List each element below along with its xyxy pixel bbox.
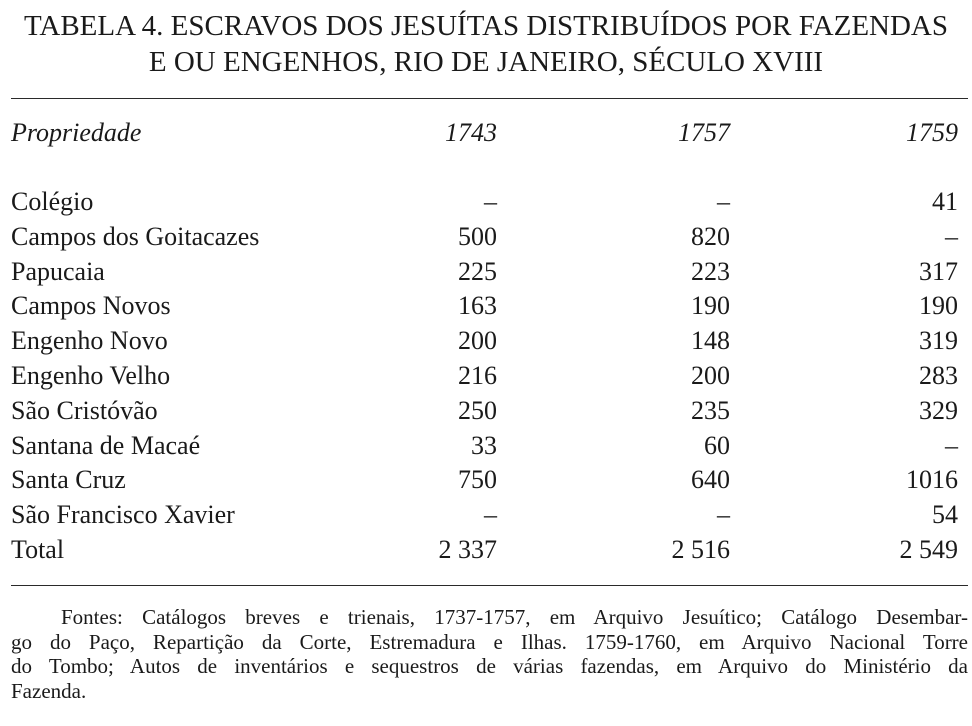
row-value-1759: – [945, 430, 958, 460]
row-value-1757: – [717, 187, 730, 216]
top-rule [11, 98, 968, 99]
table-row [0, 289, 972, 324]
table-row [0, 185, 972, 220]
source-notes [11, 605, 968, 703]
notes-line-3: do Tombo; Autos de inventários e sequestros de várias fazendas, em Arquivo do Ministério da [11, 654, 968, 678]
row-name: Santana de Macaé [11, 430, 201, 460]
table-row [0, 394, 972, 429]
row-value-1759: 1016 [906, 465, 958, 495]
row-value-1743: 163 [458, 291, 497, 321]
row-value-1759: 317 [919, 256, 958, 286]
row-value-1759: 319 [919, 326, 958, 356]
table-row [0, 463, 972, 498]
row-value-1743: 500 [458, 221, 497, 251]
table-row [0, 220, 972, 255]
row-name: Campos dos Goitacazes [11, 221, 260, 251]
row-value-1757: 235 [691, 395, 730, 425]
row-value-1743: 250 [458, 395, 497, 425]
table-title-line-2: E OU ENGENHOS, RIO DE JANEIRO, SÉCULO XVIII [148, 46, 824, 78]
row-name: Engenho Novo [11, 326, 168, 356]
header-propriedade: Propriedade [11, 118, 142, 147]
row-name: Campos Novos [11, 291, 171, 321]
row-value-1743: 2 337 [438, 534, 497, 564]
row-value-1757: 190 [691, 291, 730, 321]
notes-line-4: Fazenda. [11, 678, 87, 703]
row-value-1757: 200 [691, 360, 730, 390]
row-value-1743: 216 [458, 360, 497, 390]
row-name: Total [11, 534, 65, 564]
table-row-total [0, 533, 972, 568]
header-1757: 1757 [678, 118, 730, 147]
notes-line-2: go do Paço, Repartição da Corte, Estremadura e Ilhas. 1759-1760, em Arquivo Nacional Torre [11, 629, 968, 654]
bottom-rule [11, 585, 968, 586]
table-body [0, 185, 972, 568]
table-row [0, 324, 972, 359]
table-row [0, 429, 972, 464]
row-value-1759: – [945, 221, 958, 251]
row-value-1757: 640 [691, 465, 730, 495]
row-value-1743: 225 [458, 256, 497, 286]
row-value-1759: 41 [932, 187, 958, 216]
row-value-1759: 283 [919, 360, 958, 390]
notes-line-1: Fontes: Catálogos breves e trienais, 1737-1757, em Arquivo Jesuítico; Catálogo Desembar- [61, 605, 968, 629]
row-value-1757: 60 [704, 430, 730, 460]
table-title-line-1: TABELA 4. ESCRAVOS DOS JESUÍTAS DISTRIBUÍDOS POR FAZENDAS [23, 10, 949, 42]
table-row [0, 255, 972, 290]
header-1759: 1759 [906, 118, 958, 147]
row-value-1759: 54 [932, 500, 958, 530]
row-value-1757: 148 [691, 326, 730, 356]
table-header-row [0, 115, 972, 151]
table-title [0, 8, 972, 80]
row-value-1757: 223 [691, 256, 730, 286]
row-value-1757: – [717, 500, 730, 530]
row-value-1743: – [484, 187, 497, 216]
row-name: Santa Cruz [11, 465, 126, 495]
row-value-1743: – [484, 500, 497, 530]
row-value-1759: 2 549 [899, 534, 958, 564]
row-name: Colégio [11, 187, 94, 216]
row-value-1743: 33 [471, 430, 497, 460]
table-row [0, 359, 972, 394]
row-name: São Francisco Xavier [11, 500, 235, 530]
row-value-1743: 200 [458, 326, 497, 356]
row-value-1759: 190 [919, 291, 958, 321]
row-value-1757: 2 516 [671, 534, 730, 564]
row-name: Papucaia [11, 256, 105, 286]
header-1743: 1743 [445, 118, 497, 147]
row-name: São Cristóvão [11, 395, 158, 425]
row-value-1757: 820 [691, 221, 730, 251]
row-name: Engenho Velho [11, 360, 171, 390]
row-value-1743: 750 [458, 465, 497, 495]
row-value-1759: 329 [919, 395, 958, 425]
table-row [0, 498, 972, 533]
